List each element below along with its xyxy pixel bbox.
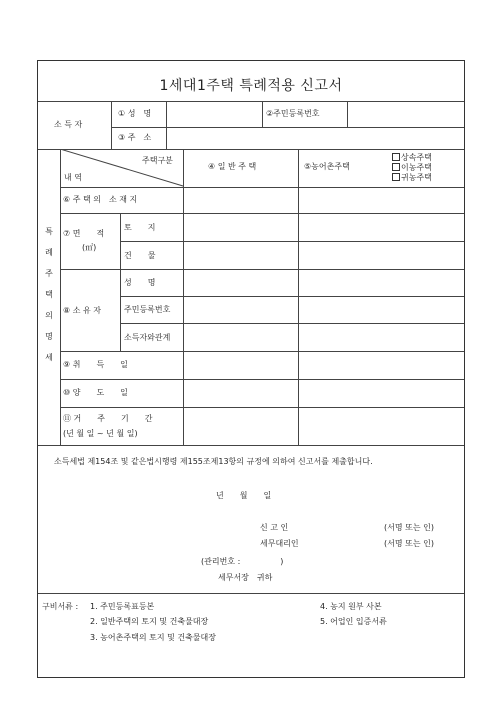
row-area: ⑦ 면 적 [63, 229, 105, 238]
attachment-item: 4. 농지 원부 사본 [320, 602, 382, 611]
attachments-label: 구비서류 : [42, 602, 79, 611]
detail-section-label: 특 례 주 택 의 명 세 [45, 227, 53, 362]
rule [60, 149, 61, 445]
checkbox-icon [392, 163, 400, 171]
address-label: ③ 주 소 [118, 133, 152, 142]
rule [111, 127, 464, 128]
form-frame [37, 60, 465, 678]
row-area-unit: (㎡) [82, 243, 97, 252]
rule [262, 101, 263, 127]
row-location: ⑥ 주 택 의 소 재 지 [63, 195, 138, 204]
area-building: 건 물 [124, 251, 156, 260]
mgmt-number: (관리번호 : ) [201, 557, 284, 566]
header-type: 주택구분 [142, 156, 173, 165]
reporter-label: 신 고 인 [260, 523, 289, 532]
agent-label: 세무대리인 [260, 539, 299, 548]
rule [120, 213, 121, 351]
checkbox-icon [392, 173, 400, 181]
addressee: 세무서장 귀하 [218, 573, 273, 582]
row-acquire: ⑨ 취 득 일 [63, 360, 128, 369]
rule [166, 101, 167, 149]
owner-section-label: 소 득 자 [54, 120, 83, 129]
row-transfer: ⑩ 양 도 일 [63, 388, 128, 397]
rule [60, 351, 464, 352]
rule [38, 445, 464, 446]
area-land: 토 지 [124, 223, 156, 232]
form-title: 1세대1주택 특례적용 신고서 [159, 78, 343, 94]
header-content: 내 역 [64, 173, 82, 182]
rule [298, 149, 299, 445]
rule [60, 187, 464, 188]
declaration-statement: 소득세법 제154조 및 같은법시행령 제155조제13항의 규정에 의하여 신고서를 제출합니다. [54, 457, 373, 466]
row-residence-sub: (년 월 일 ~ 년 월 일) [63, 429, 138, 438]
rule [38, 101, 464, 102]
owner-relation: 소득자와관계 [124, 333, 171, 342]
attachment-item: 1. 주민등록표등본 [90, 602, 155, 611]
owner-name: 성 명 [124, 278, 156, 287]
rural-option-return[interactable]: 귀농주택 [392, 173, 432, 183]
rule [60, 407, 464, 408]
attachment-item: 3. 농어촌주택의 토지 및 건축물대장 [90, 633, 216, 642]
rule [120, 241, 464, 242]
owner-rrn: 주민등록번호 [124, 305, 171, 314]
declaration-date: 년 월 일 [216, 491, 272, 500]
col-general: ④ 일 반 주 택 [208, 162, 257, 171]
rural-option-leave[interactable]: 이농주택 [392, 163, 432, 173]
row-owner: ⑧ 소 유 자 [63, 306, 101, 315]
rule [347, 101, 348, 127]
agent-sign: (서명 또는 인) [384, 539, 434, 548]
checkbox-icon [392, 153, 400, 161]
rural-option-inherit[interactable]: 상속주택 [392, 153, 432, 163]
reporter-sign: (서명 또는 인) [384, 523, 434, 532]
row-residence: ⑪ 거 주 기 간 [63, 414, 153, 423]
rule [120, 323, 464, 324]
name-label: ① 성 명 [118, 109, 152, 118]
attachment-item: 5. 어업인 입증서류 [320, 617, 387, 626]
col-rural: ⑤농어촌주택 [304, 162, 350, 171]
rule [120, 296, 464, 297]
rule [183, 149, 184, 445]
rrn-label: ②주민등록번호 [266, 109, 320, 118]
rule [60, 379, 464, 380]
rule [38, 593, 464, 594]
attachment-item: 2. 일반주택의 토지 및 건축물대장 [90, 617, 209, 626]
rule [111, 101, 112, 149]
